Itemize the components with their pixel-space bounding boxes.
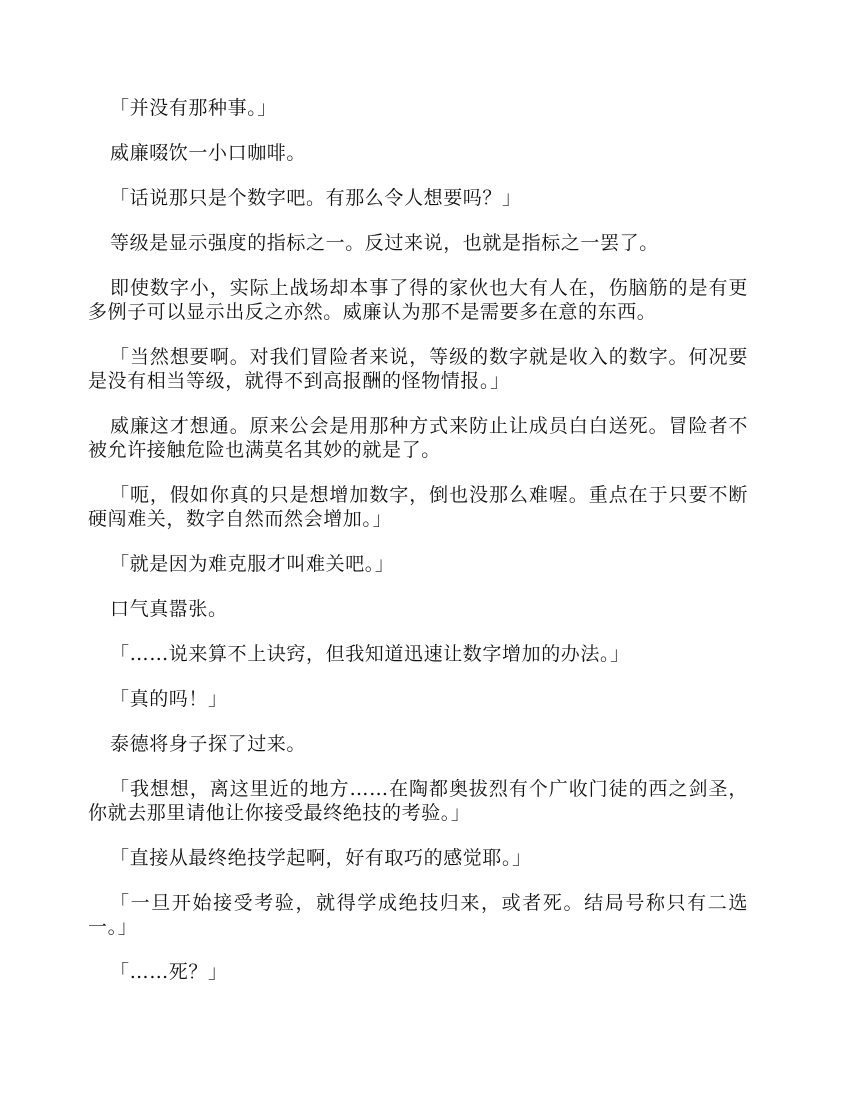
- paragraph: 「……说来算不上诀窍，但我知道迅速让数字增加的办法。」: [110, 643, 630, 665]
- paragraph: 「呃，假如你真的只是想增加数字，倒也没那么难喔。重点在于只要不断硬闯难关，数字自然而然会增加。」: [88, 484, 748, 530]
- paragraph: 威廉这才想通。原来公会是用那种方式来防止让成员白白送死。冒险者不被允许接触危险也满莫名其妙的就是了。: [88, 415, 748, 461]
- paragraph: 「话说那只是个数字吧。有那么令人想要吗？」: [110, 187, 522, 209]
- paragraph: 「直接从最终绝技学起啊，好有取巧的感觉耶。」: [110, 847, 532, 869]
- paragraph: 「……死？」: [110, 961, 228, 983]
- paragraph: 「我想想，离这里近的地方……在陶都奥拔烈有个广收门徒的西之剑圣，你就去那里请他让你接受最终绝技的考验。」: [88, 778, 748, 824]
- paragraph: 「就是因为难克服才叫难关吧。」: [110, 553, 395, 575]
- text-column: [88, 96, 748, 1005]
- paragraph: 威廉啜饮一小口咖啡。: [110, 142, 307, 164]
- paragraph: 即使数字小，实际上战场却本事了得的家伙也大有人在，伤脑筋的是有更多例子可以显示出反之亦然。威廉认为那不是需要多在意的东西。: [88, 277, 748, 323]
- paragraph: 「并没有那种事。」: [110, 97, 277, 119]
- paragraph: 「真的吗！」: [110, 688, 228, 710]
- paragraph: 泰德将身子探了过来。: [110, 733, 307, 755]
- paragraph: 等级是显示强度的指标之一。反过来说，也就是指标之一罢了。: [110, 232, 659, 254]
- paragraph: 「当然想要啊。对我们冒险者来说，等级的数字就是收入的数字。何况要是没有相当等级，就得不到高报酬的怪物情报。」: [88, 346, 748, 392]
- paragraph: 「一旦开始接受考验，就得学成绝技归来，或者死。结局号称只有二选一。」: [88, 892, 748, 938]
- paragraph: 口气真嚣张。: [110, 598, 228, 620]
